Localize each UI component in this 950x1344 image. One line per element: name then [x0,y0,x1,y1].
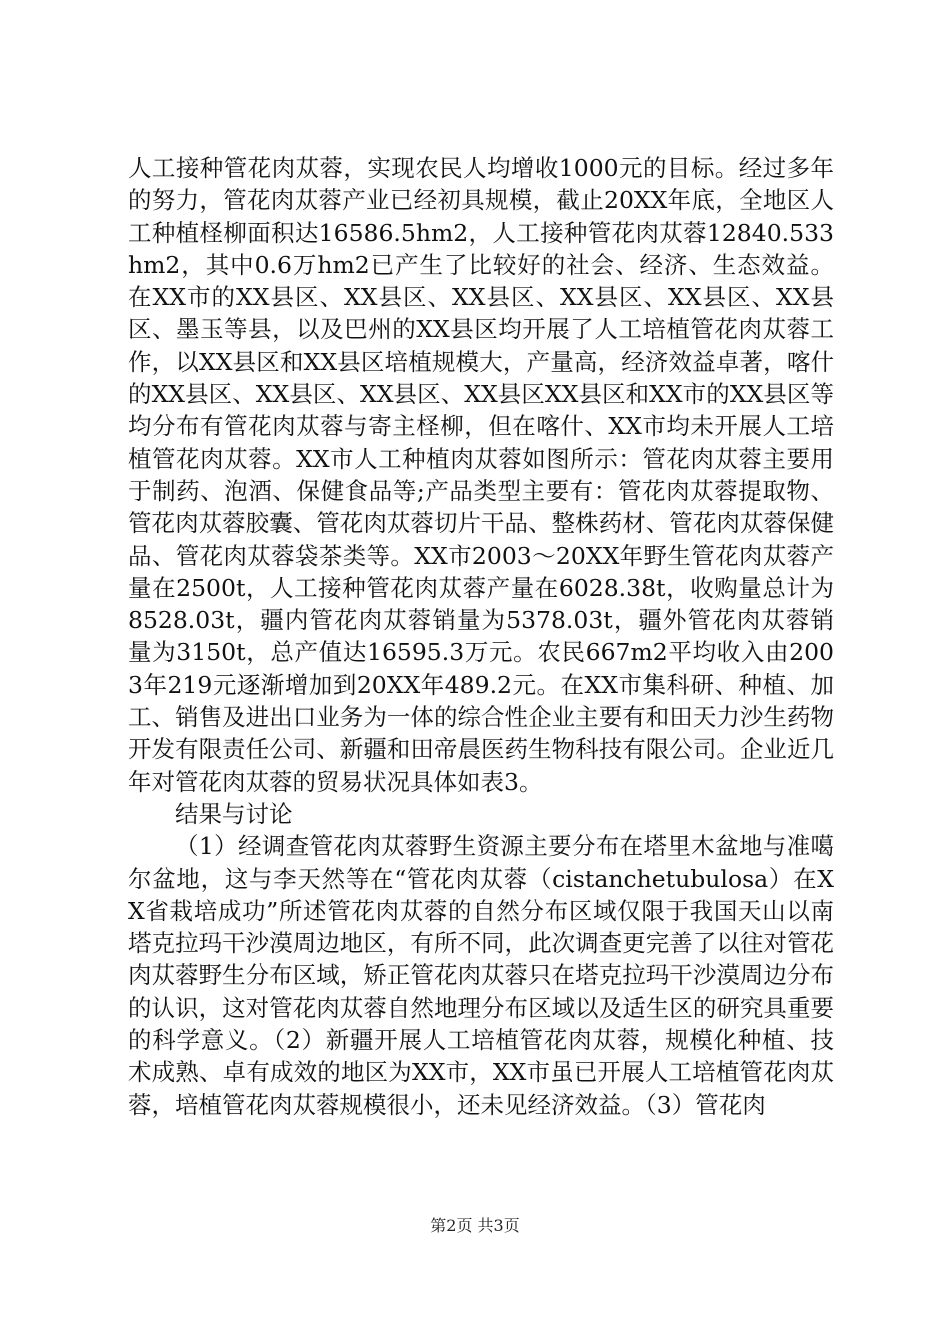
page-footer [0,1216,950,1236]
body-paragraph-results: （1）经调查管花肉苁蓉野生资源主要分布在塔里木盆地与准噶尔盆地，这与李天然等在“管花肉苁蓉（cistanchetubulosa）在XX省栽培成功”所述管花肉苁蓉的自然分布区域仅限于我国天山以南塔克拉玛干沙漠周边地区，有所不同，此次调查更完善了以往对管花肉苁蓉野生分布区域，矫正管花肉苁蓉只在塔克拉玛干沙漠周边分布的认识，这对管花肉苁蓉自然地理分布区域以及适生区的研究具重要的科学意义。（2）新疆开展人工培植管花肉苁蓉，规模化种植、技术成熟、卓有成效的地区为XX市，XX市虽已开展人工培植管花肉苁蓉，培植管花肉苁蓉规模很小，还未见经济效益。（3）管花肉 [128,832,834,1119]
body-paragraph: 人工接种管花肉苁蓉，实现农民人均增收1000元的目标。经过多年的努力，管花肉苁蓉产业已经初具规模，截止20XX年底，全地区人工种植柽柳面积达16586.5hm2，人工接种管花肉苁蓉12840.533hm2，其中0.6万hm2已产生了比较好的社会、经济、生态效益。在XX市的XX县区、XX县区、XX县区、XX县区、XX县区、XX县区、墨玉等县，以及巴州的XX县区均开展了人工培植管花肉苁蓉工作，以XX县区和XX县区培植规模大，产量高，经济效益卓著，喀什的XX县区、XX县区、XX县区、XX县区XX县区和XX市的XX县区等均分布有管花肉苁蓉与寄主柽柳，但在喀什、XX市均未开展人工培植管花肉苁蓉。XX市人工种植肉苁蓉如图所示：管花肉苁蓉主要用于制药、泡酒、保健食品等;产品类型主要有：管花肉苁蓉提取物、管花肉苁蓉胶囊、管花肉苁蓉切片干品、整株药材、管花肉苁蓉保健品、管花肉苁蓉袋茶类等。XX市2003～20XX年野生管花肉苁蓉产量在2500t，人工接种管花肉苁蓉产量在6028.38t，收购量总计为8528.03t，疆内管花肉苁蓉销量为5378.03t，疆外管花肉苁蓉销量为3150t，总产值达16595.3万元。农民667m2平均收入由2003年219元逐渐增加到20XX年489.2元。在XX市集科研、种植、加工、销售及进出口业务为一体的综合性企业主要有和田天力沙生药物开发有限责任公司、新疆和田帝晨医药生物科技有限公司。企业近几年对管花肉苁蓉的贸易状况具体如表3。 [128,154,834,796]
document-body [128,152,834,1121]
page-number: 第2页 共3页 [430,1216,520,1235]
section-heading: 结果与讨论 [175,799,293,828]
